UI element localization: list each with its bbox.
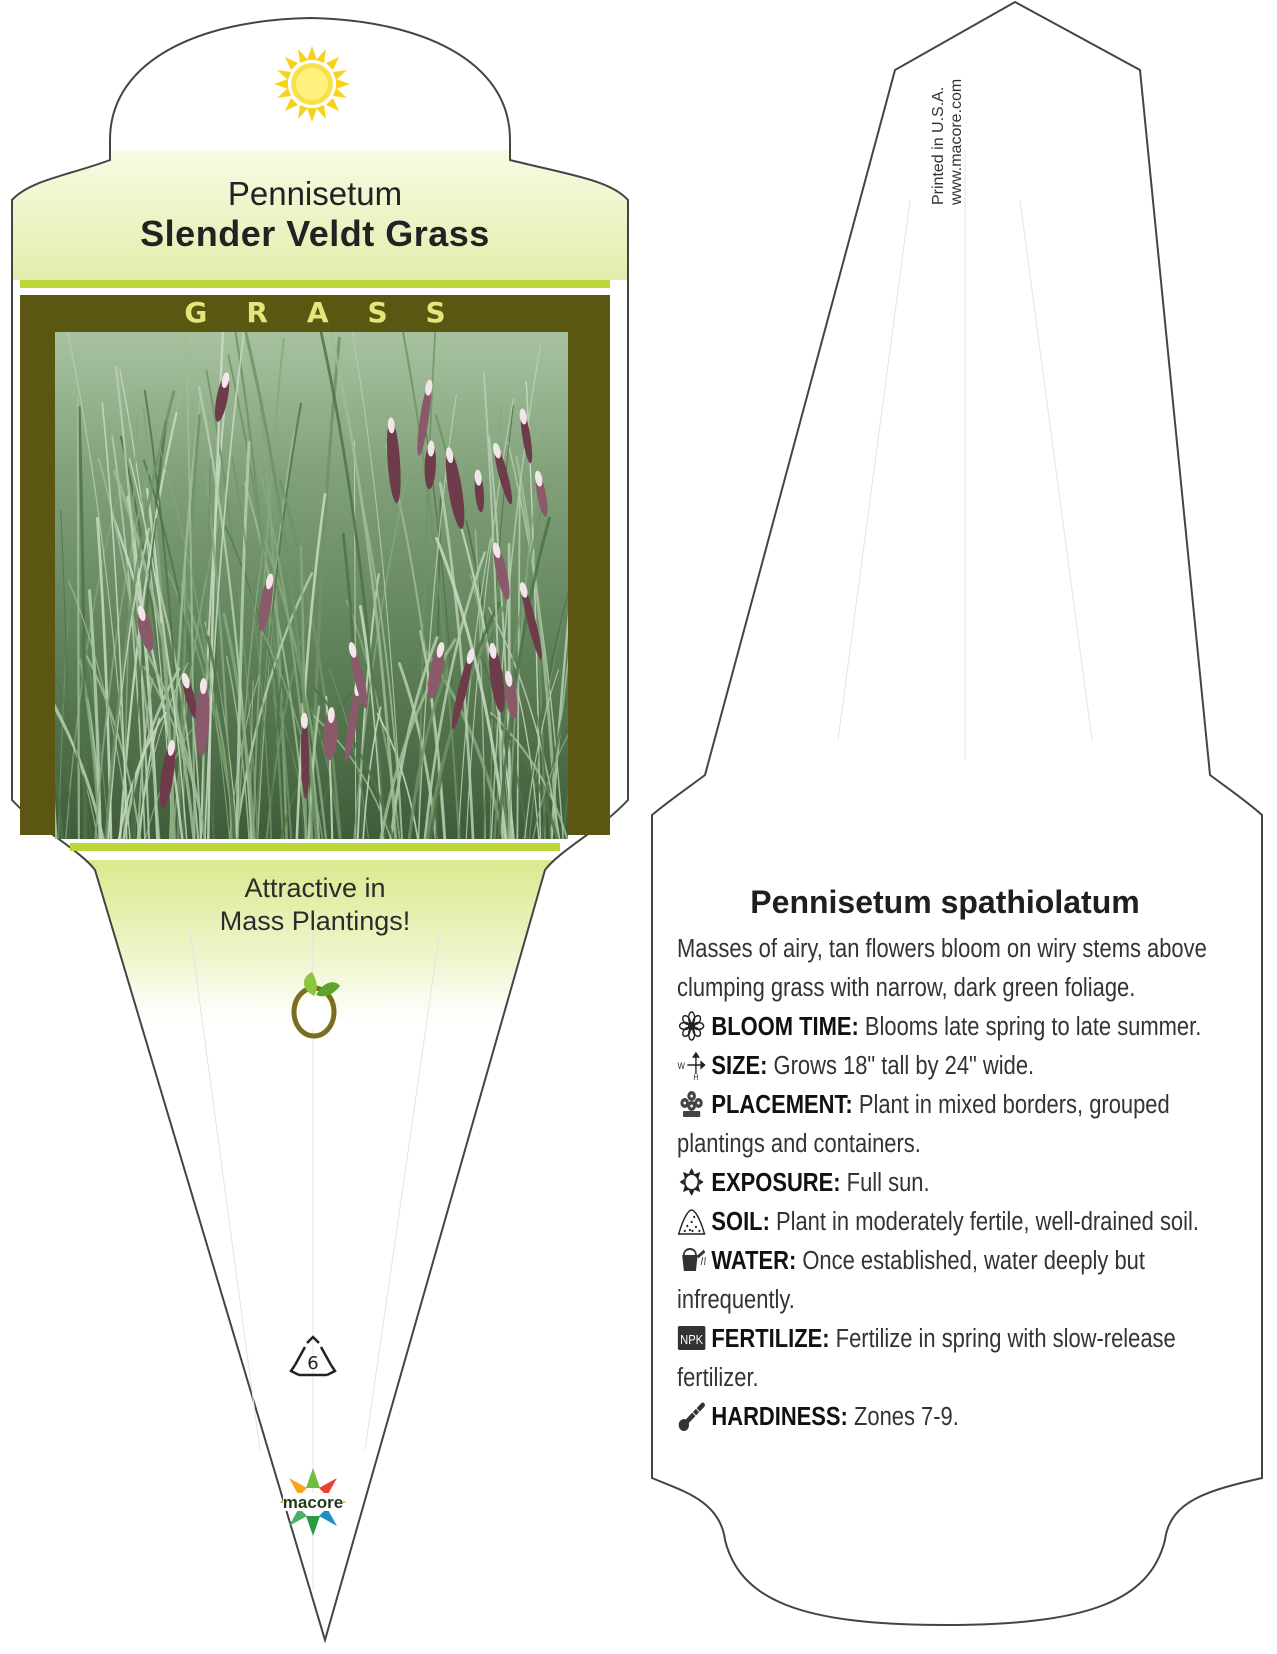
brand-name: macore <box>282 1493 344 1512</box>
detail-text: Zones 7-9. <box>853 1403 959 1431</box>
recycle-number: 6 <box>307 1353 319 1374</box>
detail-text: Plant in moderately fertile, well-drained soil. <box>775 1208 1199 1236</box>
detail-text: Fertilize in spring with slow-release fertilizer. <box>677 1325 1176 1392</box>
detail-label: WATER: <box>711 1247 797 1275</box>
sun-icon <box>677 1167 706 1197</box>
common-name: Pennisetum <box>227 175 403 212</box>
tagline-line1: Attractive in <box>244 873 386 903</box>
plant-description: Masses of airy, tan flowers bloom on wiry stems above clumping grass with narrow, dark green foliage. <box>677 935 1207 1002</box>
size-icon <box>677 1050 706 1080</box>
tagline-line2: Mass Plantings! <box>219 906 411 936</box>
detail-bloom <box>677 1008 1245 1047</box>
detail-text: Once established, water deeply but infrequently. <box>677 1247 1145 1314</box>
flower-icon <box>677 1011 706 1041</box>
printed-line1: Printed in U.S.A. <box>930 86 947 205</box>
detail-placement <box>677 1086 1245 1164</box>
watering-can-icon <box>677 1245 706 1275</box>
size-icon-h: H <box>693 1072 699 1080</box>
placement-icon <box>677 1089 706 1119</box>
cultivar-name: Slender Veldt Grass <box>140 213 490 254</box>
detail-label: FERTILIZE: <box>711 1325 830 1353</box>
npk-text: NPK <box>680 1332 704 1348</box>
detail-label: SOIL: <box>711 1208 770 1236</box>
size-icon-w: W <box>677 1060 685 1072</box>
detail-size <box>677 1047 1245 1086</box>
care-details <box>677 930 1245 1437</box>
detail-text: Full sun. <box>846 1169 930 1197</box>
detail-label: BLOOM TIME: <box>711 1013 859 1041</box>
detail-label: PLACEMENT: <box>711 1091 853 1119</box>
detail-label: EXPOSURE: <box>711 1169 841 1197</box>
detail-soil <box>677 1203 1245 1242</box>
detail-text: Plant in mixed borders, grouped plantings and containers. <box>677 1091 1170 1158</box>
soil-icon <box>677 1206 706 1236</box>
printed-info <box>930 55 990 215</box>
detail-water <box>677 1242 1245 1320</box>
detail-text: Blooms late spring to late summer. <box>864 1013 1202 1041</box>
detail-text: Grows 18" tall by 24" wide. <box>773 1052 1035 1080</box>
npk-icon <box>677 1323 706 1353</box>
botanical-name: Pennisetum spathiolatum <box>750 884 1140 920</box>
detail-fertilize <box>677 1320 1245 1398</box>
thermometer-icon <box>677 1401 706 1431</box>
printed-line2: www.macore.com <box>948 78 965 205</box>
detail-label: SIZE: <box>711 1052 768 1080</box>
detail-label: HARDINESS: <box>711 1403 848 1431</box>
category-label: GRASS <box>184 296 485 329</box>
detail-hardiness <box>677 1398 1245 1437</box>
detail-exposure <box>677 1164 1245 1203</box>
